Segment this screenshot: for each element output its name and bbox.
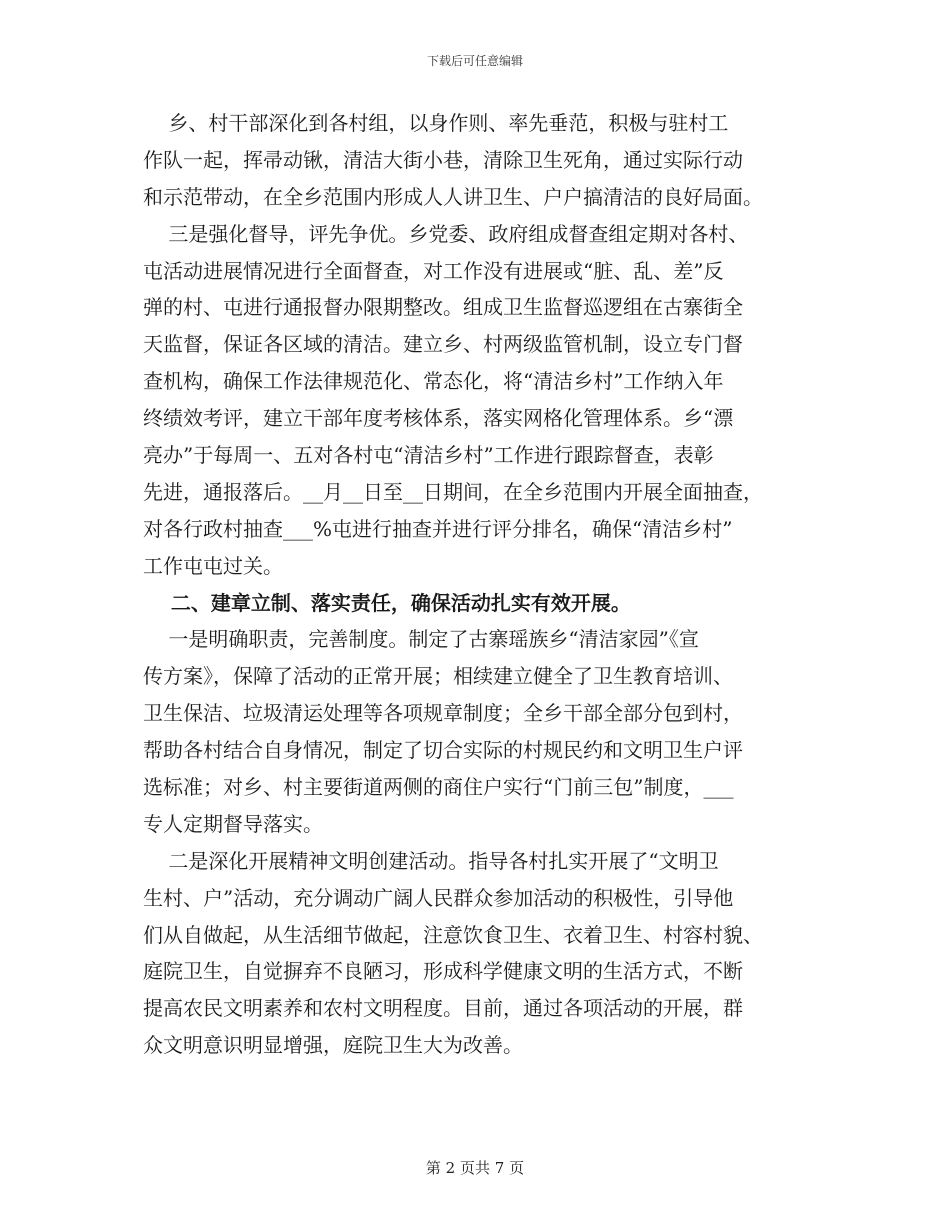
paragraph-line: 屯活动进展情况进行全面督查，对工作没有进展或“脏、乱、差”反 — [143, 258, 724, 283]
paragraph-line: 帮助各村结合自身情况，制定了切合实际的村规民约和文明卫生户评 — [143, 738, 743, 763]
paragraph-line: 提高农民文明素养和农村文明程度。目前，通过各项活动的开展，群 — [143, 996, 743, 1021]
paragraph-line: 专人定期督导落实。 — [143, 811, 323, 836]
page-header: 下载后可任意编辑 — [426, 54, 523, 68]
paragraph-line: 终绩效考评，建立干部年度考核体系，落实网格化管理体系。乡“漂 — [143, 406, 734, 431]
paragraph-line: 三是强化督导，评先争优。乡党委、政府组成督查组定期对各村、 — [143, 221, 749, 246]
paragraph-line: 传方案》，保障了活动的正常开展；相续建立健全了卫生教育培训、 — [143, 664, 733, 689]
paragraph-line: 亮办”于每周一、五对各村屯“清洁乡村”工作进行跟踪督查，表彰 — [143, 443, 714, 468]
paragraph-line: 作队一起，挥帚动锹，清洁大街小巷，清除卫生死角，通过实际行动 — [143, 147, 743, 172]
paragraph-line: 众文明意识明显增强，庭院卫生大为改善。 — [143, 1033, 523, 1058]
paragraph-line: 一是明确职责，完善制度。制定了古寨瑶族乡“清洁家园”《宣 — [143, 627, 699, 652]
paragraph-line: 工作屯屯过关。 — [143, 553, 283, 578]
paragraph-line: 庭院卫生，自觉摒弃不良陋习，形成科学健康文明的生活方式，不断 — [143, 959, 743, 984]
paragraph-line: 天监督，保证各区域的清洁。建立乡、村两级监管机制，设立专门督 — [143, 332, 743, 357]
paragraph-line: 查机构，确保工作法律规范化、常态化，将“清洁乡村”工作纳入年 — [143, 369, 724, 394]
section-heading: 二、建章立制、落实责任，确保活动扎实有效开展。 — [143, 590, 631, 615]
paragraph-line: 弹的村、屯进行通报督办限期整改。组成卫生监督巡逻组在古寨街全 — [143, 295, 743, 320]
paragraph-line: 选标准；对乡、村主要街道两侧的商住户实行“门前三包”制度，___ — [143, 775, 734, 800]
paragraph-line: 们从自做起，从生活细节做起，注意饮食卫生、衣着卫生、村容村貌、 — [143, 922, 763, 947]
paragraph-line: 和示范带动，在全乡范围内形成人人讲卫生、户户搞清洁的良好局面。 — [143, 184, 763, 209]
paragraph-line: 卫生保洁、垃圾清运处理等各项规章制度；全乡干部全部分包到村， — [143, 701, 743, 726]
paragraph-line: 对各行政村抽查___%屯进行抽查并进行评分排名，确保“清洁乡村” — [143, 516, 733, 541]
paragraph-line: 生村、户”活动，充分调动广阔人民群众参加活动的积极性，引导他 — [143, 885, 734, 910]
paragraph-line: 先进，通报落后。__月__日至__日期间，在全乡范围内开展全面抽查， — [143, 479, 763, 504]
paragraph-line: 二是深化开展精神文明创建活动。指导各村扎实开展了“文明卫 — [143, 848, 719, 873]
paragraph-line: 乡、村干部深化到各村组，以身作则、率先垂范，积极与驻村工 — [143, 111, 729, 135]
page-number: 第 2 页共 7 页 — [425, 1159, 525, 1177]
document-body — [143, 105, 815, 1064]
